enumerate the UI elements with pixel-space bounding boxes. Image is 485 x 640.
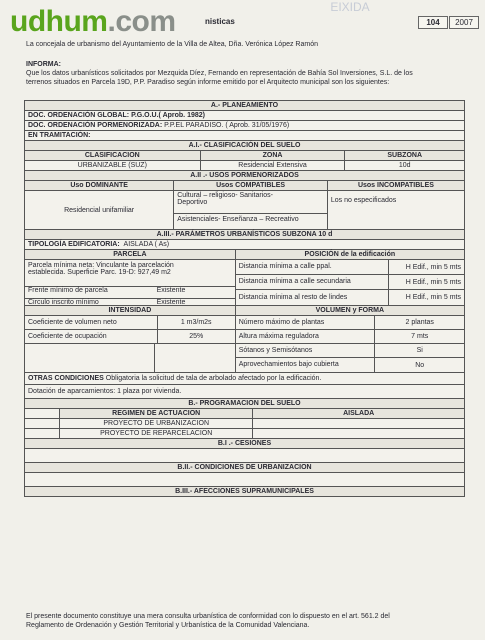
footer-line: Reglamento de Ordenación y Gestión Territorial y Urbanística de la Comunidad Valenciana.: [26, 622, 310, 629]
column-header: ZONA: [201, 151, 346, 160]
otras-label: OTRAS CONDICIONES: [28, 375, 104, 382]
intensidad-label: Coeficiente de ocupación: [25, 330, 158, 343]
planeamiento-table: [24, 100, 465, 497]
volumen-value: No: [415, 361, 425, 369]
frente-label: Frente mínimo de parcela: [28, 287, 108, 294]
parcela-minima-line: Parcela mínima neta: Vinculante la parcelación: [28, 262, 174, 269]
frente-value: Existente: [156, 287, 186, 294]
intro-line: Que los datos urbanísticos solicitados por Mezquida Díez, Fernando en representación de Bahía Sol Inversiones, S.L. de los: [26, 70, 413, 77]
usos-incompatibles: Los no especificados: [330, 197, 397, 204]
section-title: A.I.- CLASIFICACIÓN DEL SUELO: [25, 141, 464, 150]
logo-suffix: .com: [107, 5, 176, 38]
proyecto-item: PROYECTO DE REPARCELACION: [60, 429, 253, 438]
doc-global-value: P.G.O.U.( Aprob. 1982): [131, 112, 205, 119]
otras-value: Obligatoria la solicitud de tala de arbolado afectado por la edificación.: [105, 375, 322, 382]
header-title: nisticas: [205, 17, 235, 26]
column-header: Usos COMPATIBLES: [174, 181, 328, 190]
posicion-label: Distancia mínima a calle ppal.: [236, 260, 389, 274]
intensidad-header: INTENSIDAD: [25, 306, 236, 315]
parcela-block: [25, 260, 236, 305]
circulo-label: Circulo inscrito mínimo: [28, 299, 99, 306]
volumen-value: 2 plantas: [405, 319, 434, 326]
aislada-header: AISLADA: [253, 409, 464, 418]
tipologia-row: [25, 240, 464, 249]
section-title: B.III.- AFECCIONES SUPRAMUNICIPALES: [25, 487, 464, 496]
posicion-header: POSICIÓN de la edificación: [236, 250, 464, 259]
parcela-minima-line: establecida. Superficie Parc. 19-D: 927,49 m2: [28, 269, 171, 276]
document-year: 2007: [449, 16, 479, 29]
zona-value: Residencial Extensiva: [201, 161, 346, 170]
intro-line: terrenos situados en Parcela 19D, P.P. Paradiso según informe emitido por el Arquitecto municipal son los siguientes:: [26, 79, 390, 86]
doc-porm-label: DOC. ORDENACIÓN PORMENORIZADA:: [28, 122, 163, 129]
intensidad-label: Coeficiente de volumen neto: [25, 316, 158, 329]
section-title: A.III.- PARÁMETROS URBANÍSTICOS SUBZONA 10 d: [25, 230, 464, 239]
tipologia-label: TIPOLOGÍA EDIFICATORIA:: [28, 241, 120, 248]
intensidad-value: 25%: [189, 333, 204, 340]
uso-dominante: Residencial unifamiliar: [25, 191, 174, 229]
intro-line: La concejala de urbanismo del Ayuntamiento de la Villa de Altea, Dña. Verónica López Ramón: [26, 41, 318, 48]
document-number: 104: [418, 16, 448, 29]
regimen-header: REGIMEN DE ACTUACION: [60, 409, 253, 418]
intensidad-block: [25, 316, 236, 372]
volumen-label: Altura máxima reguladora: [236, 330, 376, 343]
logo-brand: udhum: [10, 5, 108, 38]
volumen-header: VOLUMEN y FORMA: [236, 306, 464, 315]
column-header: SUBZONA: [345, 151, 464, 160]
volumen-block: [236, 316, 464, 372]
footer-note: [26, 612, 466, 630]
intensidad-value: 1 m3/m2s: [180, 319, 212, 326]
stamp-watermark: EIXIDA: [330, 0, 370, 14]
doc-porm-value: P.P.EL PARADISO. ( Aprob. 31/05/1976): [164, 122, 290, 129]
informa-label: INFORMA:: [26, 61, 61, 68]
footer-line: El presente documento constituye una mera consulta urbanística de conformidad con lo dispuesto en el art. 561.2 del: [26, 613, 390, 620]
volumen-value: Si: [416, 347, 423, 354]
section-title: B.I .- CESIONES: [25, 439, 464, 448]
volumen-label: Sótanos y Semisótanos: [236, 344, 376, 357]
parcela-header: PARCELA: [25, 250, 236, 259]
section-title: B.- PROGRAMACION DEL SUELO: [25, 399, 464, 408]
column-header: CLASIFICACION: [25, 151, 201, 160]
tipologia-value: AISLADA ( As): [123, 241, 170, 248]
subzona-value: 10d: [398, 162, 411, 169]
volumen-value: 7 mts: [411, 333, 429, 340]
posicion-label: Distancia mínima al resto de lindes: [236, 290, 389, 305]
posicion-label: Distancia mínima a calle secundaria: [236, 275, 389, 289]
compatibles-line: Cultural – religioso- Sanitarios-: [177, 192, 273, 199]
dotacion-row: Dotación de aparcamientos: 1 plaza por vivienda.: [28, 388, 182, 395]
posicion-value: H Edif., min 5 mts: [405, 263, 461, 271]
section-title: A.- PLANEAMIENTO: [25, 101, 464, 110]
posicion-block: [236, 260, 464, 305]
section-title: A.II .- USOS PORMENORIZADOS: [25, 171, 464, 180]
section-title: B.II.- CONDICIONES DE URBANIZACION: [25, 463, 464, 472]
compatibles-line: Deportivo: [177, 199, 208, 206]
otras-condiciones-row: [25, 373, 464, 384]
compatibles-line: Asistenciales- Enseñanza – Recreativo: [177, 216, 299, 223]
circulo-value: Existente: [156, 299, 186, 306]
tramitacion-label: EN TRAMITACIÓN:: [28, 132, 91, 139]
column-header: Uso DOMINANTE: [25, 181, 174, 190]
volumen-label: Número máximo de plantas: [236, 316, 376, 329]
column-header: Usos INCOMPATIBLES: [328, 181, 464, 190]
posicion-value: H Edif., min 5 mts: [405, 294, 461, 301]
doc-global-row: [25, 111, 464, 120]
volumen-label: Aprovechamientos bajo cubierta: [236, 358, 376, 372]
proyecto-item: PROYECTO DE URBANIZACION: [60, 419, 253, 428]
doc-global-label: DOC. ORDENACIÓN GLOBAL:: [28, 112, 130, 119]
doc-pormenorizada-row: [25, 121, 464, 130]
clasificacion-value: URBANIZABLE (SUZ): [25, 161, 201, 170]
posicion-value: H Edif., min 5 mts: [405, 278, 461, 286]
usos-compatibles: [174, 191, 328, 229]
site-logo[interactable]: [10, 6, 176, 38]
